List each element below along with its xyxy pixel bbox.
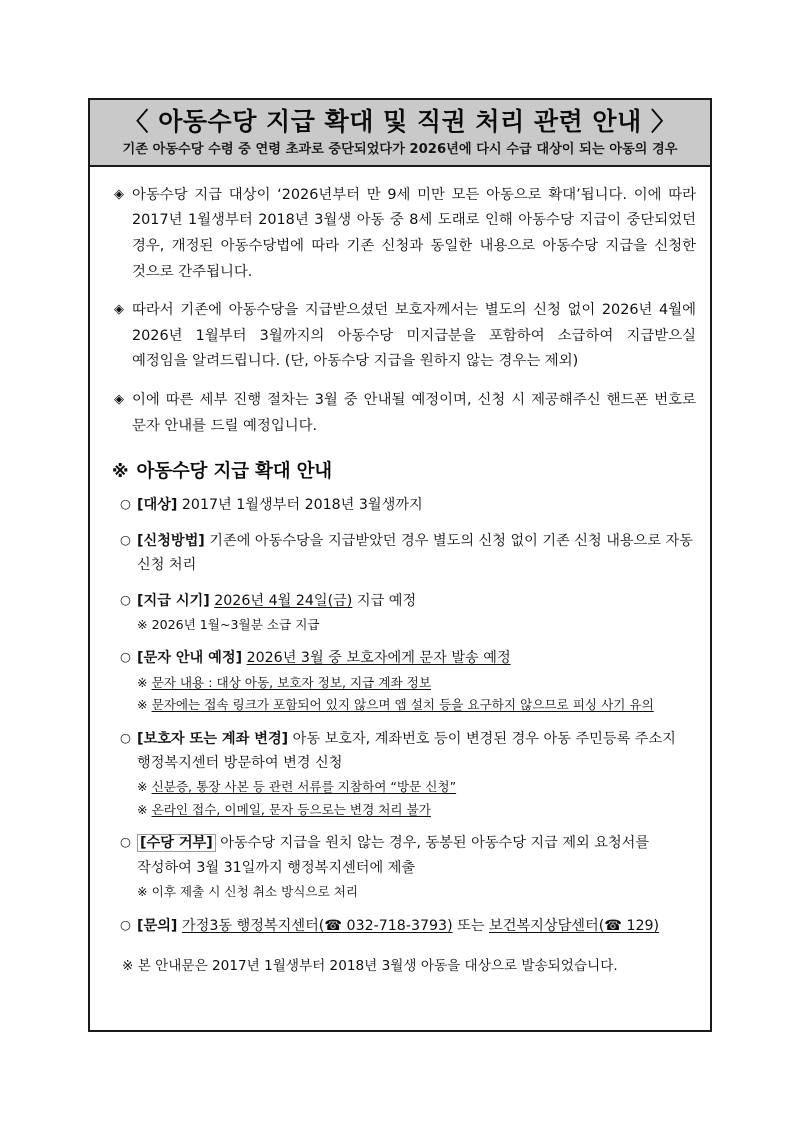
list-item-target-main bbox=[137, 493, 696, 517]
circle-bullet-icon: ○ bbox=[120, 649, 131, 665]
list-item-guardian-account-change-note-2 bbox=[137, 800, 696, 820]
section-heading-text: 아동수당 지급 확대 안내 bbox=[136, 461, 332, 483]
list-item-payment-date-tail: 지급 예정 bbox=[352, 592, 417, 609]
list-item-guardian-account-change-body: 아동 보호자, 계좌번호 등이 변경된 경우 아동 주민등록 주소지 행정복지센터 방문하여 변경 신청 bbox=[137, 730, 676, 772]
contact-conjunction: 또는 bbox=[452, 917, 490, 934]
telephone-icon: ☎ bbox=[604, 917, 622, 934]
diamond-bullet-icon: ◈ bbox=[114, 186, 124, 202]
list-item-guardian-account-change-main bbox=[137, 727, 696, 776]
intro-paragraph-3 bbox=[106, 388, 696, 439]
list-item-contact bbox=[120, 914, 696, 938]
circle-bullet-icon: ○ bbox=[120, 916, 131, 932]
list-item-application-method bbox=[120, 529, 696, 578]
notice-item-list bbox=[106, 493, 696, 938]
contact-center-group: 가정3동 행정복지센터(☎ 032-718-3793) bbox=[181, 917, 453, 934]
list-item-guardian-account-change-note-2-text: 온라인 접수, 이메일, 문자 등으로는 변경 처리 불가 bbox=[151, 801, 431, 817]
list-item-guardian-account-change bbox=[120, 727, 696, 821]
list-item-payment-date-tag: [지급 시기] bbox=[137, 592, 210, 609]
intro-paragraph-2-text: 따라서 기존에 아동수당을 지급받으셨던 보호자께서는 별도의 신청 없이 2026년 4월에 2026년 1월부터 3월까지의 아동수당 미지급분을 포함하여 소급하여 지급받으실 예정임을 알려드립니다. (단, 아동수당 지급을 원하지 않는 경우는 제외) bbox=[132, 302, 696, 370]
reference-mark-icon: ※ bbox=[137, 801, 148, 817]
contact-hotline-phone[interactable]: 129 bbox=[626, 917, 654, 934]
reference-mark-icon: ※ bbox=[112, 462, 129, 483]
circle-bullet-icon: ○ bbox=[120, 729, 131, 745]
intro-paragraph-1-text: 아동수당 지급 대상이 ‘2026년부터 만 9세 미만 모든 아동으로 확대’됩니다. 이에 따라 2017년 1월생부터 2018년 3월생 아동 중 8세 도래로 인해 아동수당 지급이 중단되었던 경우, 개정된 아동수당법에 따라 기존 신청과 동일한 내용으로 아동수당 지급을 신청한 것으로 간주됩니다. bbox=[132, 186, 696, 280]
circle-bullet-icon: ○ bbox=[120, 834, 131, 850]
reference-mark-icon: ※ bbox=[137, 674, 148, 690]
list-item-payment-date-highlight: 2026년 4월 24일(금) bbox=[214, 592, 353, 609]
list-item-application-method-main bbox=[137, 529, 696, 578]
contact-center-name: 가정3동 행정복지센터 bbox=[181, 917, 319, 934]
list-item-guardian-account-change-note-1-text: 신분증, 통장 사본 등 관련 서류를 지참하여 “방문 신청” bbox=[151, 779, 457, 795]
diamond-bullet-icon: ◈ bbox=[114, 392, 124, 408]
list-item-sms-notice bbox=[120, 646, 696, 715]
list-item-application-method-body: 기존에 아동수당을 지급받았던 경우 별도의 신청 없이 기존 신청 내용으로 자동 신청 처리 bbox=[137, 532, 693, 574]
notice-header-band bbox=[90, 100, 710, 167]
section-heading bbox=[112, 457, 696, 483]
circle-bullet-icon: ○ bbox=[120, 531, 131, 547]
list-item-benefit-refusal bbox=[120, 831, 696, 902]
intro-paragraph-3-text: 이에 따른 세부 진행 절차는 3월 중 안내될 예정이며, 신청 시 제공해주신 핸드폰 번호로 문자 안내를 드릴 예정입니다. bbox=[132, 392, 696, 434]
list-item-benefit-refusal-main bbox=[137, 831, 696, 880]
reference-mark-icon: ※ bbox=[137, 884, 148, 900]
list-item-sms-notice-note-1 bbox=[137, 673, 696, 693]
notice-document-frame bbox=[88, 98, 712, 1032]
list-item-target-tag: [대상] bbox=[137, 497, 178, 514]
list-item-target bbox=[120, 493, 696, 517]
footer-note bbox=[122, 956, 696, 978]
reference-mark-icon: ※ bbox=[137, 779, 148, 795]
list-item-sms-notice-note-2-text: 문자에는 접속 링크가 포함되어 있지 않으며 앱 설치 등을 요구하지 않으므로 피싱 사기 유의 bbox=[151, 697, 654, 713]
list-item-guardian-account-change-tag: [보호자 또는 계좌 변경] bbox=[137, 730, 289, 747]
list-item-target-body: 2017년 1월생부터 2018년 3월생까지 bbox=[177, 497, 423, 514]
list-item-sms-notice-note-2 bbox=[137, 695, 696, 715]
list-item-benefit-refusal-tag: [수당 거부] bbox=[137, 834, 216, 852]
list-item-sms-notice-tag: [문자 안내 예정] bbox=[137, 650, 243, 667]
notice-body bbox=[90, 167, 710, 988]
contact-hotline-name: 보건복지상담센터 bbox=[489, 917, 599, 934]
circle-bullet-icon: ○ bbox=[120, 496, 131, 512]
list-item-benefit-refusal-note-1-text: 이후 제출 시 신청 취소 방식으로 처리 bbox=[151, 884, 359, 900]
telephone-icon: ☎ bbox=[324, 917, 343, 934]
list-item-payment-date-note-1-text: 2026년 1월~3월분 소급 지급 bbox=[151, 617, 320, 633]
circle-bullet-icon: ○ bbox=[120, 591, 131, 607]
list-item-benefit-refusal-body: 아동수당 지급을 원치 않는 경우, 동봉된 아동수당 지급 제외 요청서를 작성하여 3월 31일까지 행정복지센터에 제출 bbox=[137, 835, 650, 876]
contact-hotline-group: 보건복지상담센터(☎ 129) bbox=[489, 917, 660, 934]
list-item-payment-date-main bbox=[137, 589, 696, 613]
list-item-payment-date bbox=[120, 589, 696, 636]
reference-mark-icon: ※ bbox=[137, 697, 148, 713]
list-item-sms-notice-highlight: 2026년 3월 중 보호자에게 문자 발송 예정 bbox=[246, 650, 511, 667]
list-item-guardian-account-change-note-1 bbox=[137, 777, 696, 797]
list-item-application-method-tag: [신청방법] bbox=[137, 532, 205, 549]
intro-paragraph-1 bbox=[106, 183, 696, 286]
list-item-sms-notice-note-1-text: 문자 내용 : 대상 아동, 보호자 정보, 지급 계좌 정보 bbox=[151, 674, 431, 690]
list-item-contact-main bbox=[137, 914, 696, 938]
intro-paragraph-2 bbox=[106, 298, 696, 375]
list-item-sms-notice-main bbox=[137, 646, 696, 670]
notice-title: 〈 아동수당 지급 확대 및 직권 처리 관련 안내 〉 bbox=[123, 107, 677, 136]
notice-subtitle: 기존 아동수당 수령 중 연령 초과로 중단되었다가 2026년에 다시 수급 대상이 되는 아동의 경우 bbox=[122, 141, 678, 157]
contact-center-phone[interactable]: 032-718-3793 bbox=[346, 917, 448, 934]
list-item-contact-tag: [문의] bbox=[137, 917, 178, 934]
reference-mark-icon: ※ bbox=[137, 617, 148, 633]
list-item-benefit-refusal-note-1 bbox=[137, 882, 696, 902]
reference-mark-icon: ※ bbox=[122, 957, 134, 974]
footer-note-text: 본 안내문은 2017년 1월생부터 2018년 3월생 아동을 대상으로 발송되었습니다. bbox=[137, 957, 618, 974]
list-item-payment-date-note-1 bbox=[137, 615, 696, 635]
diamond-bullet-icon: ◈ bbox=[114, 302, 124, 318]
